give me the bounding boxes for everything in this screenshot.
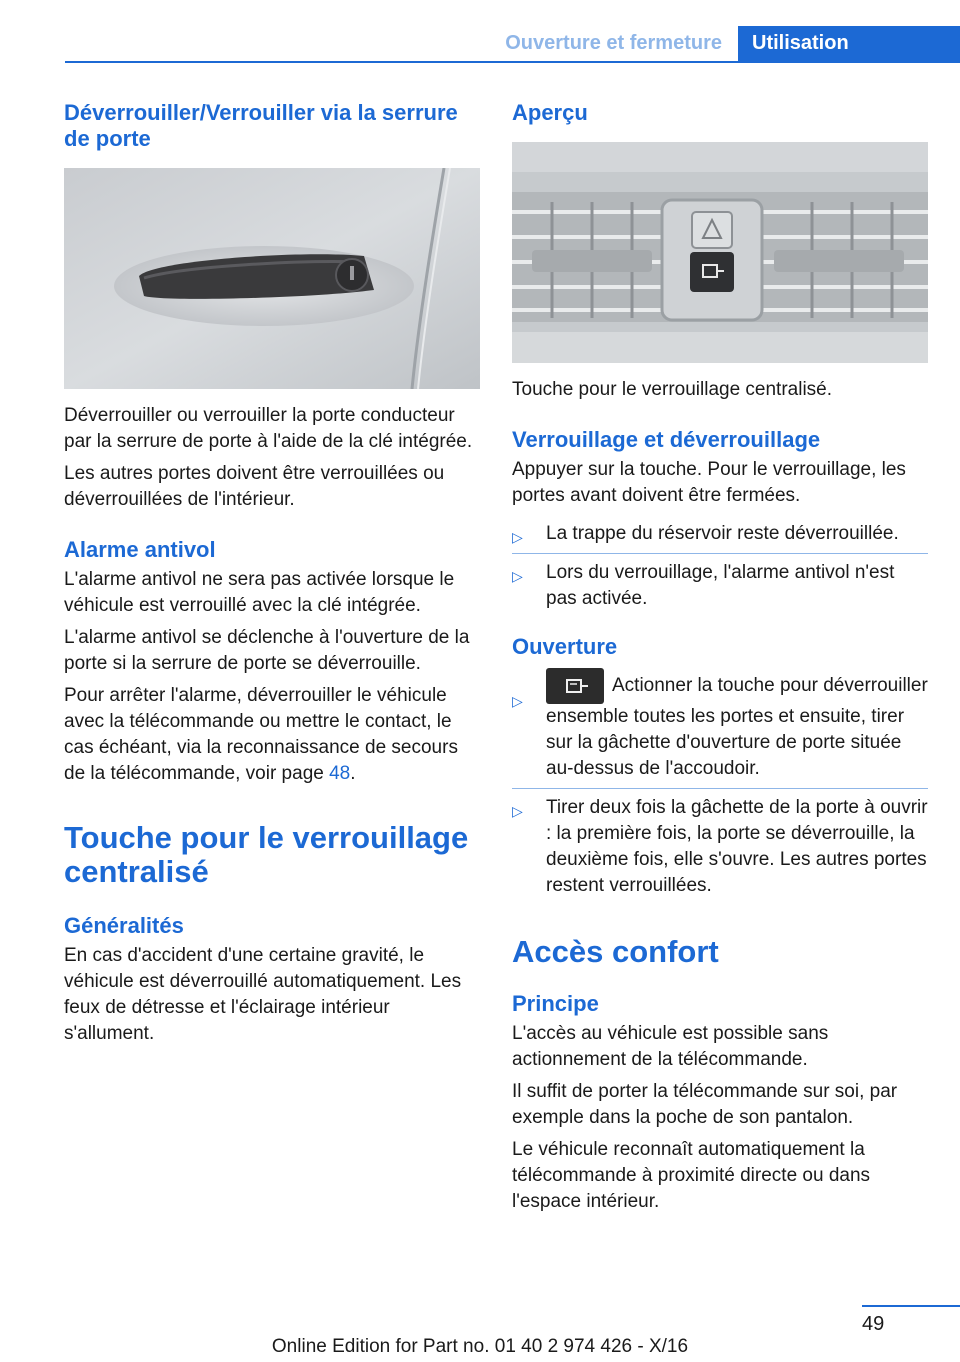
principle-paragraph-1: L'accès au véhicule est possible sans actionnement de la télécommande. — [512, 1023, 829, 1070]
header-rule — [65, 61, 960, 63]
triangle-right-icon: ▷ — [512, 803, 523, 819]
principle-paragraph-3: Le véhicule reconnaît automatiquement la télécommande à proximité directe ou dans l'espace intérieur. — [512, 1139, 871, 1212]
overview-caption: Touche pour le verrouillage centralisé. — [512, 379, 833, 400]
alarm-paragraph-1: L'alarme antivol ne sera pas activée lorsque le véhicule est verrouillé avec la clé intégrée. — [64, 569, 455, 616]
door-handle-image — [64, 168, 480, 389]
opening-list — [512, 668, 928, 899]
lock-unlock-bullet-1: La trappe du réservoir reste déverrouillée. — [546, 523, 899, 544]
page-number: 49 — [862, 1313, 885, 1335]
triangle-right-icon: ▷ — [512, 568, 523, 584]
overview-heading: Aperçu — [512, 100, 588, 125]
lock-unlock-heading: Verrouillage et déverrouillage — [512, 427, 821, 452]
alarm-paragraph-3-text: Pour arrêter l'alarme, déverrouiller le véhicule avec la télécommande ou mettre le contact, le cas échéant, via la reconnaissance de secours de la télécommande, voir page — [64, 685, 458, 784]
door-handle-illustration — [64, 168, 480, 389]
alarm-paragraph-3-end: . — [350, 763, 356, 784]
general-paragraph-1: En cas d'accident d'une certaine gravité, le véhicule est déverrouillé automatiquement. Les feux de détresse et l'éclairage intérieur s'allument. — [64, 945, 462, 1044]
header-section: Ouverture et fermeture — [505, 32, 722, 54]
footer-rule — [862, 1305, 960, 1307]
principle-paragraph-2: Il suffit de porter la télécommande sur soi, par exemple dans la poche de son pantalon. — [512, 1081, 898, 1128]
left-column — [64, 100, 480, 1047]
header-chapter: Utilisation — [738, 26, 960, 61]
door-lock-paragraph-1: Déverrouiller ou verrouiller la porte conducteur par la serrure de porte à l'aide de la clé intégrée. — [64, 405, 473, 452]
list-item — [512, 668, 928, 788]
door-lock-heading: Déverrouiller/Verrouiller via la serrure de porte — [64, 100, 458, 151]
alarm-paragraph-3 — [64, 683, 480, 787]
lock-unlock-paragraph-1: Appuyer sur la touche. Pour le verrouillage, les portes avant doivent être fermées. — [512, 459, 906, 506]
right-column — [512, 100, 928, 1215]
list-item — [512, 553, 928, 612]
lock-unlock-list — [512, 519, 928, 612]
page-48-link[interactable]: 48 — [329, 763, 351, 784]
general-heading: Généralités — [64, 913, 184, 938]
car-door-lock-icon — [546, 668, 604, 704]
central-lock-image — [512, 142, 928, 363]
door-lock-paragraph-2: Les autres portes doivent être verrouillées ou déverrouillées de l'intérieur. — [64, 463, 445, 510]
list-item — [512, 519, 928, 553]
alarm-heading: Alarme antivol — [64, 537, 216, 562]
principle-heading: Principe — [512, 991, 599, 1016]
footer-edition: Online Edition for Part no. 01 40 2 974 426 - X/16 — [271, 1336, 689, 1357]
triangle-right-icon: ▷ — [512, 693, 523, 709]
opening-heading: Ouverture — [512, 634, 618, 659]
comfort-access-heading: Accès confort — [512, 934, 719, 969]
central-lock-heading: Touche pour le verrouillage centralisé — [64, 820, 469, 889]
opening-bullet-1: Actionner la touche pour déverrouiller ensemble toutes les portes et ensuite, tirer sur la gâchette d'ouverture de porte située au-dessus de l'accoudoir. — [546, 675, 928, 779]
triangle-right-icon: ▷ — [512, 529, 523, 545]
alarm-paragraph-2: L'alarme antivol se déclenche à l'ouverture de la porte si la serrure de porte se déverrouille. — [64, 627, 470, 674]
vent-and-button-illustration — [512, 142, 928, 363]
lock-unlock-bullet-2: Lors du verrouillage, l'alarme antivol n'est pas activée. — [546, 562, 895, 609]
list-item — [512, 788, 928, 899]
opening-bullet-2: Tirer deux fois la gâchette de la porte à ouvrir : la première fois, la porte se déverrouille, la deuxième fois, elle s'ouvre. Les autres portes restent verrouillées. — [546, 797, 928, 896]
